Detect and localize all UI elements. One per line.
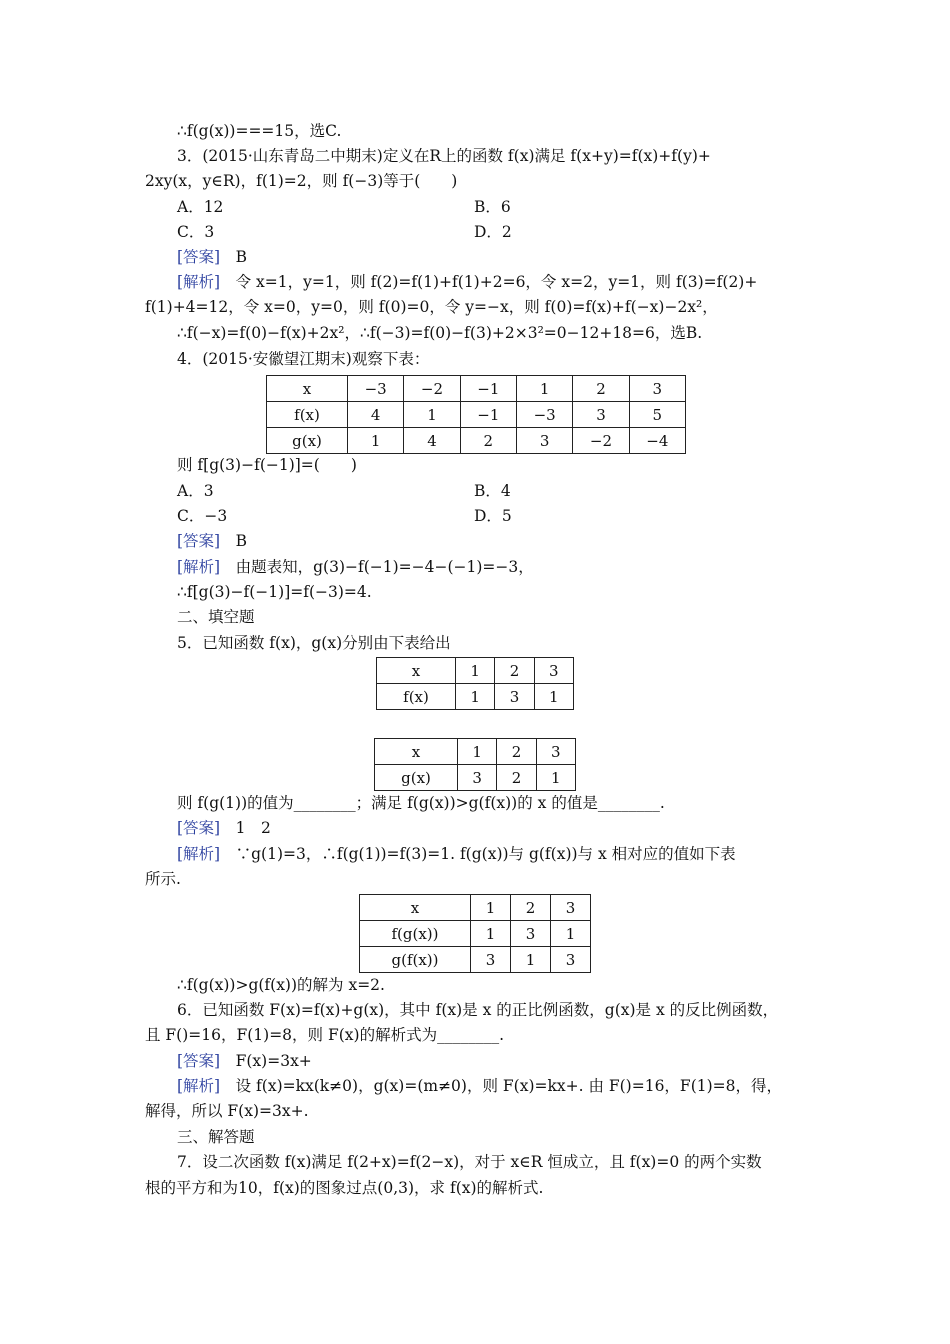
table-cell: 3 xyxy=(629,376,685,402)
table-row xyxy=(377,684,574,710)
analysis-line xyxy=(177,1075,782,1097)
question-6-text: 6．已知函数 F(x)=f(x)+g(x)，其中 f(x)是 x 的正比例函数，g(x)是 x 的反比例函数， xyxy=(177,1001,779,1019)
question-3-text: 3．(2015·山东青岛二中期末)定义在R上的函数 f(x)满足 f(x+y)=f(x)+f(y)+ xyxy=(177,147,711,165)
question-3-text-cont: 2xy(x，y∈R)，f(1)=2，则 f(−3)等于( ) xyxy=(145,172,458,190)
table-cell: 3 xyxy=(573,402,629,428)
table-cell: 3 xyxy=(534,658,573,684)
analysis-line xyxy=(177,843,736,865)
table-cell: x xyxy=(360,895,471,921)
answer-value: 1 2 xyxy=(235,819,271,837)
table-cell: 3 xyxy=(511,921,551,947)
table-cell: 2 xyxy=(573,376,629,402)
answer-tag: [答案] xyxy=(177,532,221,550)
table-cell: 2 xyxy=(497,739,536,765)
table-cell: 1 xyxy=(404,402,460,428)
option-c: C．−3 xyxy=(177,507,228,525)
table-row xyxy=(377,658,574,684)
table-row xyxy=(375,739,576,765)
analysis-line xyxy=(177,556,534,578)
table-cell: 3 xyxy=(516,428,572,454)
analysis-text: 令 x=1，y=1，则 f(2)=f(1)+f(1)+2=6，令 x=2，y=1，则 f(3)=f(2)+ xyxy=(235,273,758,291)
table-cell: 1 xyxy=(471,921,511,947)
option-a: A．3 xyxy=(177,482,214,500)
question-4-ask: 则 f[g(3)−f(−1)]=( ) xyxy=(177,456,357,474)
question-4-text: 4．(2015·安徽望江期末)观察下表： xyxy=(177,350,430,368)
answer-value: B xyxy=(235,248,248,266)
table-row xyxy=(360,921,591,947)
analysis-text: 设 f(x)=kx(k≠0)，g(x)=(m≠0)，则 F(x)=kx+. 由 F()=16，F(1)=8，得， xyxy=(235,1077,782,1095)
table-cell: −1 xyxy=(460,376,516,402)
table-cell: 1 xyxy=(551,921,591,947)
conclusion-line: ∴f(g(x))>g(f(x))的解为 x=2. xyxy=(177,976,385,994)
table-cell: x xyxy=(377,658,456,684)
section-heading: 三、解答题 xyxy=(177,1128,255,1146)
table-row xyxy=(375,765,576,791)
section-heading: 二、填空题 xyxy=(177,608,255,626)
table-q4 xyxy=(266,375,686,454)
table-cell: −2 xyxy=(573,428,629,454)
table-cell: −4 xyxy=(629,428,685,454)
analysis-text: ∵g(1)=3，∴f(g(1))=f(3)=1. f(g(x))与 g(f(x))与 x 相对应的值如下表 xyxy=(235,845,736,863)
table-cell: f(x) xyxy=(377,684,456,710)
table-cell: −3 xyxy=(348,376,404,402)
table-cell: 3 xyxy=(551,895,591,921)
answer-line xyxy=(177,530,247,552)
table-cell: x xyxy=(267,376,348,402)
table-cell: g(x) xyxy=(267,428,348,454)
analysis-text: 由题表知，g(3)−f(−1)=−4−(−1)=−3， xyxy=(235,558,534,576)
table-cell: 1 xyxy=(511,947,551,973)
table-row xyxy=(360,895,591,921)
table-q5-g xyxy=(374,738,576,791)
analysis-text-cont: 所示. xyxy=(145,870,181,888)
question-7-text-cont: 根的平方和为10，f(x)的图象过点(0,3)，求 f(x)的解析式. xyxy=(145,1179,544,1197)
table-cell: 2 xyxy=(495,658,534,684)
analysis-tag: [解析] xyxy=(177,845,221,863)
table-cell: 3 xyxy=(536,739,575,765)
table-cell: f(g(x)) xyxy=(360,921,471,947)
answer-value: F(x)=3x+ xyxy=(235,1052,312,1070)
table-cell: 3 xyxy=(458,765,497,791)
table-cell: g(x) xyxy=(375,765,458,791)
option-d: D．5 xyxy=(474,507,512,525)
table-cell: 1 xyxy=(471,895,511,921)
table-cell: −2 xyxy=(404,376,460,402)
table-q5-fg xyxy=(359,894,591,973)
option-b: B．6 xyxy=(474,198,511,216)
analysis-text-cont: ∴f(−x)=f(0)−f(x)+2x²，∴f(−3)=f(0)−f(3)+2×3²=0−12+18=6，选B. xyxy=(177,324,703,342)
table-row xyxy=(267,402,686,428)
table-cell: g(f(x)) xyxy=(360,947,471,973)
analysis-text-cont: ∴f[g(3)−f(−1)]=f(−3)=4. xyxy=(177,583,372,601)
answer-tag: [答案] xyxy=(177,1052,221,1070)
table-cell: 2 xyxy=(460,428,516,454)
table-cell: 3 xyxy=(471,947,511,973)
answer-line xyxy=(177,1050,312,1072)
table-cell: 1 xyxy=(534,684,573,710)
question-5-text: 5．已知函数 f(x)，g(x)分别由下表给出 xyxy=(177,634,451,652)
question-5-ask: 则 f(g(1))的值为________；满足 f(g(x))>g(f(x))的 x 的值是________. xyxy=(177,794,665,812)
table-cell: 4 xyxy=(348,402,404,428)
answer-tag: [答案] xyxy=(177,248,221,266)
table-cell: 1 xyxy=(516,376,572,402)
table-cell: 1 xyxy=(458,739,497,765)
analysis-tag: [解析] xyxy=(177,273,221,291)
answer-line xyxy=(177,246,247,268)
table-cell: 1 xyxy=(456,684,495,710)
solution-line: ∴f(g(x))===15，选C. xyxy=(177,122,342,140)
table-row xyxy=(267,428,686,454)
table-cell: 2 xyxy=(497,765,536,791)
table-cell: 2 xyxy=(511,895,551,921)
table-cell: −3 xyxy=(516,402,572,428)
answer-value: B xyxy=(235,532,248,550)
table-q5-f xyxy=(376,657,574,710)
answer-line xyxy=(177,817,271,839)
table-cell: 3 xyxy=(495,684,534,710)
table-cell: 3 xyxy=(551,947,591,973)
analysis-text-cont: f(1)+4=12，令 x=0，y=0，则 f(0)=0，令 y=−x，则 f(0)=f(x)+f(−x)−2x²， xyxy=(145,298,718,316)
option-d: D．2 xyxy=(474,223,512,241)
table-row xyxy=(360,947,591,973)
option-a: A．12 xyxy=(177,198,224,216)
analysis-text-cont: 解得，所以 F(x)=3x+. xyxy=(145,1102,309,1120)
option-c: C．3 xyxy=(177,223,215,241)
table-cell: 4 xyxy=(404,428,460,454)
table-row xyxy=(267,376,686,402)
table-cell: f(x) xyxy=(267,402,348,428)
option-b: B．4 xyxy=(474,482,511,500)
question-6-text-cont: 且 F()=16，F(1)=8，则 F(x)的解析式为________. xyxy=(145,1026,504,1044)
table-cell: x xyxy=(375,739,458,765)
table-cell: 5 xyxy=(629,402,685,428)
table-cell: −1 xyxy=(460,402,516,428)
answer-tag: [答案] xyxy=(177,819,221,837)
table-cell: 1 xyxy=(456,658,495,684)
analysis-line xyxy=(177,271,757,293)
analysis-tag: [解析] xyxy=(177,558,221,576)
table-cell: 1 xyxy=(536,765,575,791)
table-cell: 1 xyxy=(348,428,404,454)
question-7-text: 7．设二次函数 f(x)满足 f(2+x)=f(2−x)，对于 x∈R 恒成立，且 f(x)=0 的两个实数 xyxy=(177,1153,762,1171)
analysis-tag: [解析] xyxy=(177,1077,221,1095)
